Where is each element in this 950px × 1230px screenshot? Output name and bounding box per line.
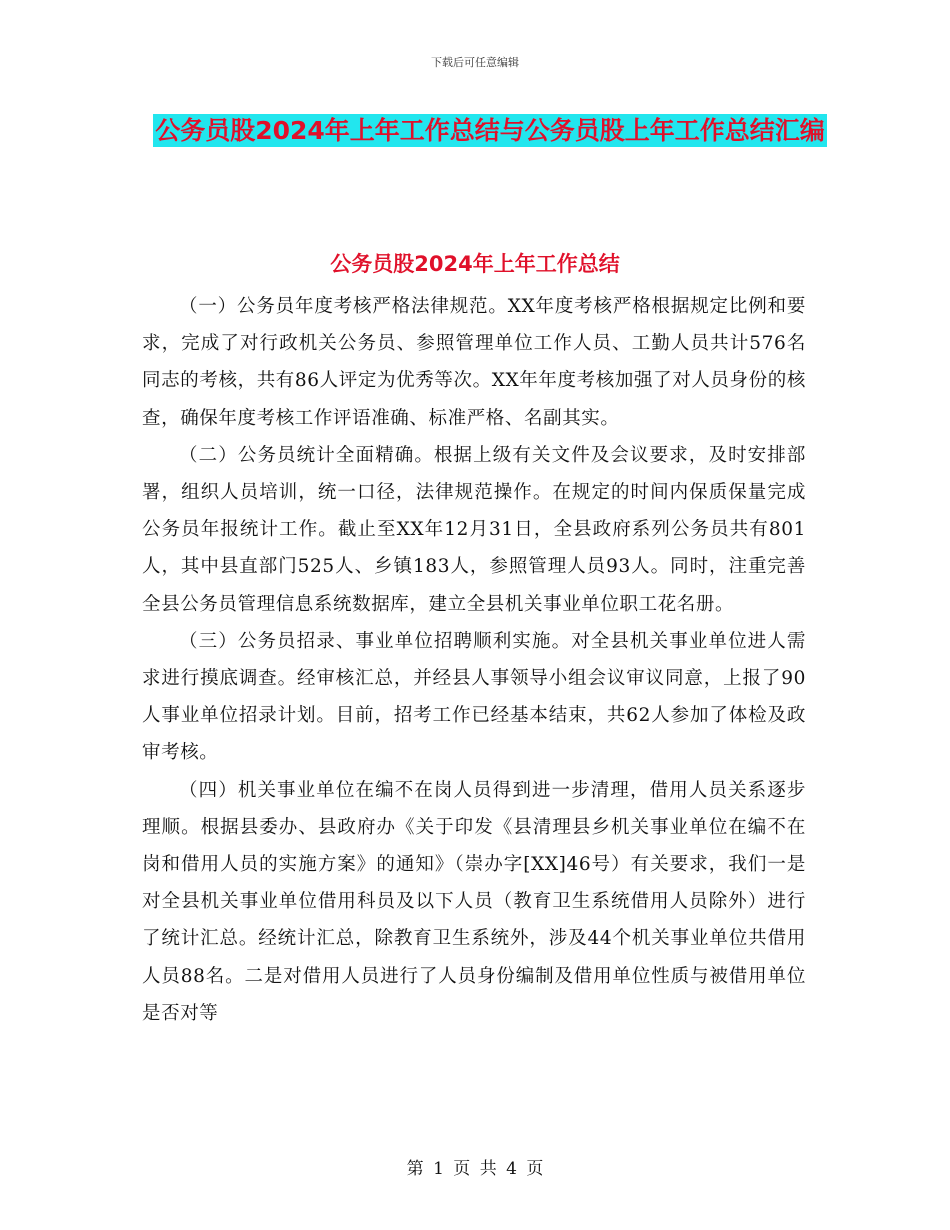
paragraph-1: （一）公务员年度考核严格法律规范。XX年度考核严格根据规定比例和要求，完成了对行政机关公务员、参照管理单位工作人员、工勤人员共计576名同志的考核，共有86人评定为优秀等次。XX年年度考核加强了对人员身份的核查，确保年度考核工作评语准确、标准严格、名副其实。 — [142, 296, 806, 429]
document-body — [142, 288, 806, 1032]
paragraph-4: （四）机关事业单位在编不在岗人员得到进一步清理，借用人员关系逐步理顺。根据县委办、县政府办《关于印发《县清理县乡机关事业单位在编不在岗和借用人员的实施方案》的通知》（崇办字[XX]46号）有关要求，我们一是对全县机关事业单位借用科员及以下人员（教育卫生系统借用人员除外）进行了统计汇总。经统计汇总，除教育卫生系统外，涉及44个机关事业单位共借用人员88名。二是对借用人员进行了人员身份编制及借用单位性质与被借用单位是否对等 — [142, 779, 806, 1024]
page-footer: 第 1 页 共 4 页 — [406, 1159, 544, 1179]
header-note: 下载后可任意编辑 — [431, 56, 519, 69]
section-title: 公务员股2024年上年工作总结 — [330, 252, 620, 276]
paragraph-2: （二）公务员统计全面精确。根据上级有关文件及会议要求，及时安排部署，组织人员培训，统一口径，法律规范操作。在规定的时间内保质保量完成公务员年报统计工作。截止至XX年12月31日，全县政府系列公务员共有801人，其中县直部门525人、乡镇183人，参照管理人员93人。同时，注重完善全县公务员管理信息系统数据库，建立全县机关事业单位职工花名册。 — [142, 444, 806, 615]
paragraph-3: （三）公务员招录、事业单位招聘顺利实施。对全县机关事业单位进人需求进行摸底调查。经审核汇总，并经县人事领导小组会议审议同意，上报了90人事业单位招录计划。目前，招考工作已经基本结束，共62人参加了体检及政审考核。 — [142, 630, 806, 764]
document-title — [140, 108, 840, 154]
document-title-text: 公务员股2024年上年工作总结与公务员股上年工作总结汇编 — [155, 116, 825, 145]
